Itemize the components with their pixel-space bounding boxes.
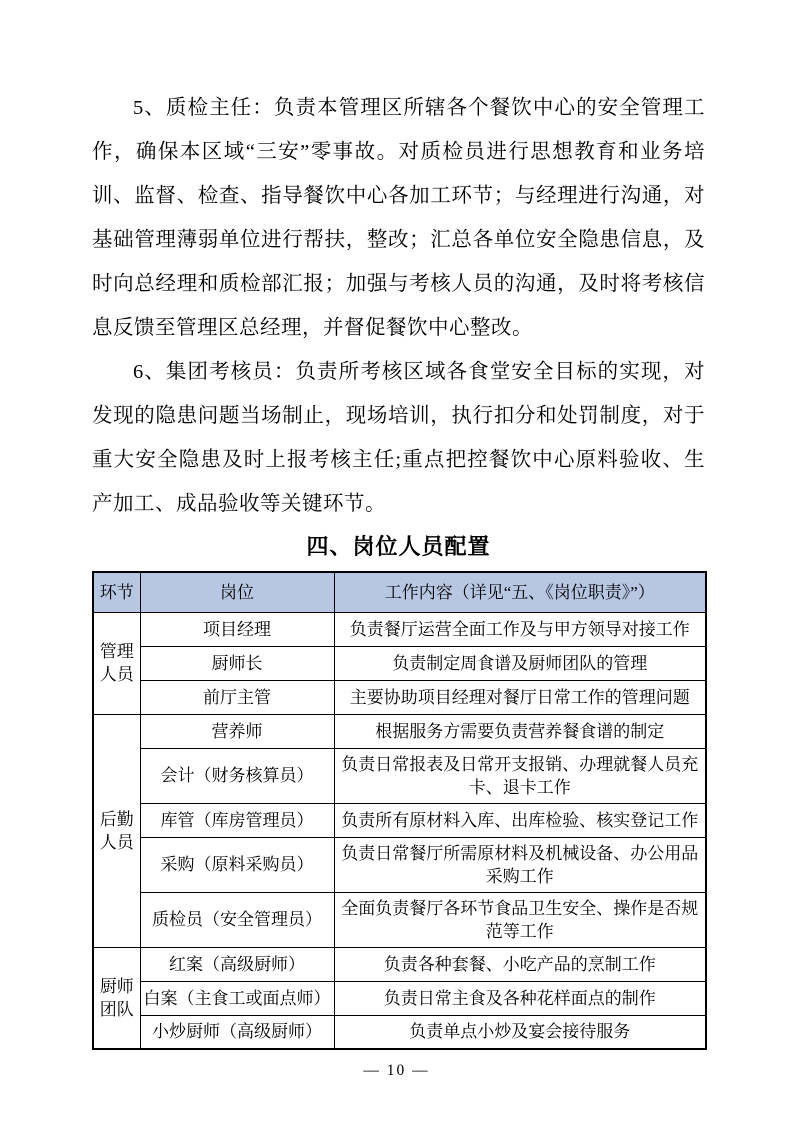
duty-cell: 负责制定周食谱及厨师团队的管理 xyxy=(334,646,706,680)
header-cell-position: 岗位 xyxy=(140,572,334,612)
position-cell: 厨师长 xyxy=(140,646,334,680)
table-row xyxy=(93,892,706,947)
duty-cell: 全面负责餐厅各环节食品卫生安全、操作是否规范等工作 xyxy=(334,892,706,947)
section-title: 四、岗位人员配置 xyxy=(306,534,491,559)
position-cell: 小炒厨师（高级厨师） xyxy=(140,1015,334,1049)
duty-cell: 负责各种套餐、小吃产品的烹制工作 xyxy=(334,947,706,981)
table-row xyxy=(93,981,706,1015)
duty-cell: 主要协助项目经理对餐厅日常工作的管理问题 xyxy=(334,680,706,714)
position-cell: 营养师 xyxy=(140,714,334,748)
staffing-table xyxy=(92,571,707,1050)
position-cell: 红案（高级厨师） xyxy=(140,947,334,981)
header-cell-duty: 工作内容（详见“五、《岗位职责》”） xyxy=(334,572,706,612)
table-row xyxy=(93,680,706,714)
duty-cell: 负责餐厅运营全面工作及与甲方领导对接工作 xyxy=(334,612,706,646)
table-row xyxy=(93,837,706,892)
table-body xyxy=(93,612,706,1049)
table-row xyxy=(93,612,706,646)
group-label-1: 后勤人员 xyxy=(93,714,140,947)
body-text xyxy=(92,86,705,526)
table-row xyxy=(93,714,706,748)
table-row xyxy=(93,803,706,837)
table-row xyxy=(93,748,706,803)
position-cell: 前厅主管 xyxy=(140,680,334,714)
position-cell: 质检员（安全管理员） xyxy=(140,892,334,947)
position-cell: 白案（主食工或面点师） xyxy=(140,981,334,1015)
page-number: — 10 — xyxy=(363,1062,430,1079)
duty-cell: 负责单点小炒及宴会接待服务 xyxy=(334,1015,706,1049)
position-cell: 库管（库房管理员） xyxy=(140,803,334,837)
paragraph-quality-director: 5、质检主任：负责本管理区所辖各个餐饮中心的安全管理工作，确保本区域“三安”零事故。对质检员进行思想教育和业务培训、监督、检查、指导餐饮中心各加工环节；与经理进行沟通，对基础管理薄弱单位进行帮扶，整改；汇总各单位安全隐患信息，及时向总经理和质检部汇报；加强与考核人员的沟通，及时将考核信息反馈至管理区总经理，并督促餐饮中心整改。 xyxy=(92,97,705,339)
position-cell: 项目经理 xyxy=(140,612,334,646)
duty-cell: 负责日常餐厅所需原材料及机械设备、办公用品采购工作 xyxy=(334,837,706,892)
duty-cell: 根据服务方需要负责营养餐食谱的制定 xyxy=(334,714,706,748)
header-cell-stage: 环节 xyxy=(93,572,140,612)
paragraph-group-assessor: 6、集团考核员：负责所考核区域各食堂安全目标的实现，对发现的隐患问题当场制止，现场培训，执行扣分和处罚制度，对于重大安全隐患及时上报考核主任;重点把控餐饮中心原料验收、生产加工、成品验收等关键环节。 xyxy=(92,361,705,515)
duty-cell: 负责所有原材料入库、出库检验、核实登记工作 xyxy=(334,803,706,837)
position-cell: 采购（原料采购员） xyxy=(140,837,334,892)
duty-cell: 负责日常报表及日常开支报销、办理就餐人员充卡、退卡工作 xyxy=(334,748,706,803)
table-header-row xyxy=(93,572,706,612)
table-row xyxy=(93,646,706,680)
table-row xyxy=(93,1015,706,1049)
group-label-0: 管理人员 xyxy=(93,612,140,714)
group-label-2: 厨师团队 xyxy=(93,947,140,1049)
table-row xyxy=(93,947,706,981)
position-cell: 会计（财务核算员） xyxy=(140,748,334,803)
duty-cell: 负责日常主食及各种花样面点的制作 xyxy=(334,981,706,1015)
